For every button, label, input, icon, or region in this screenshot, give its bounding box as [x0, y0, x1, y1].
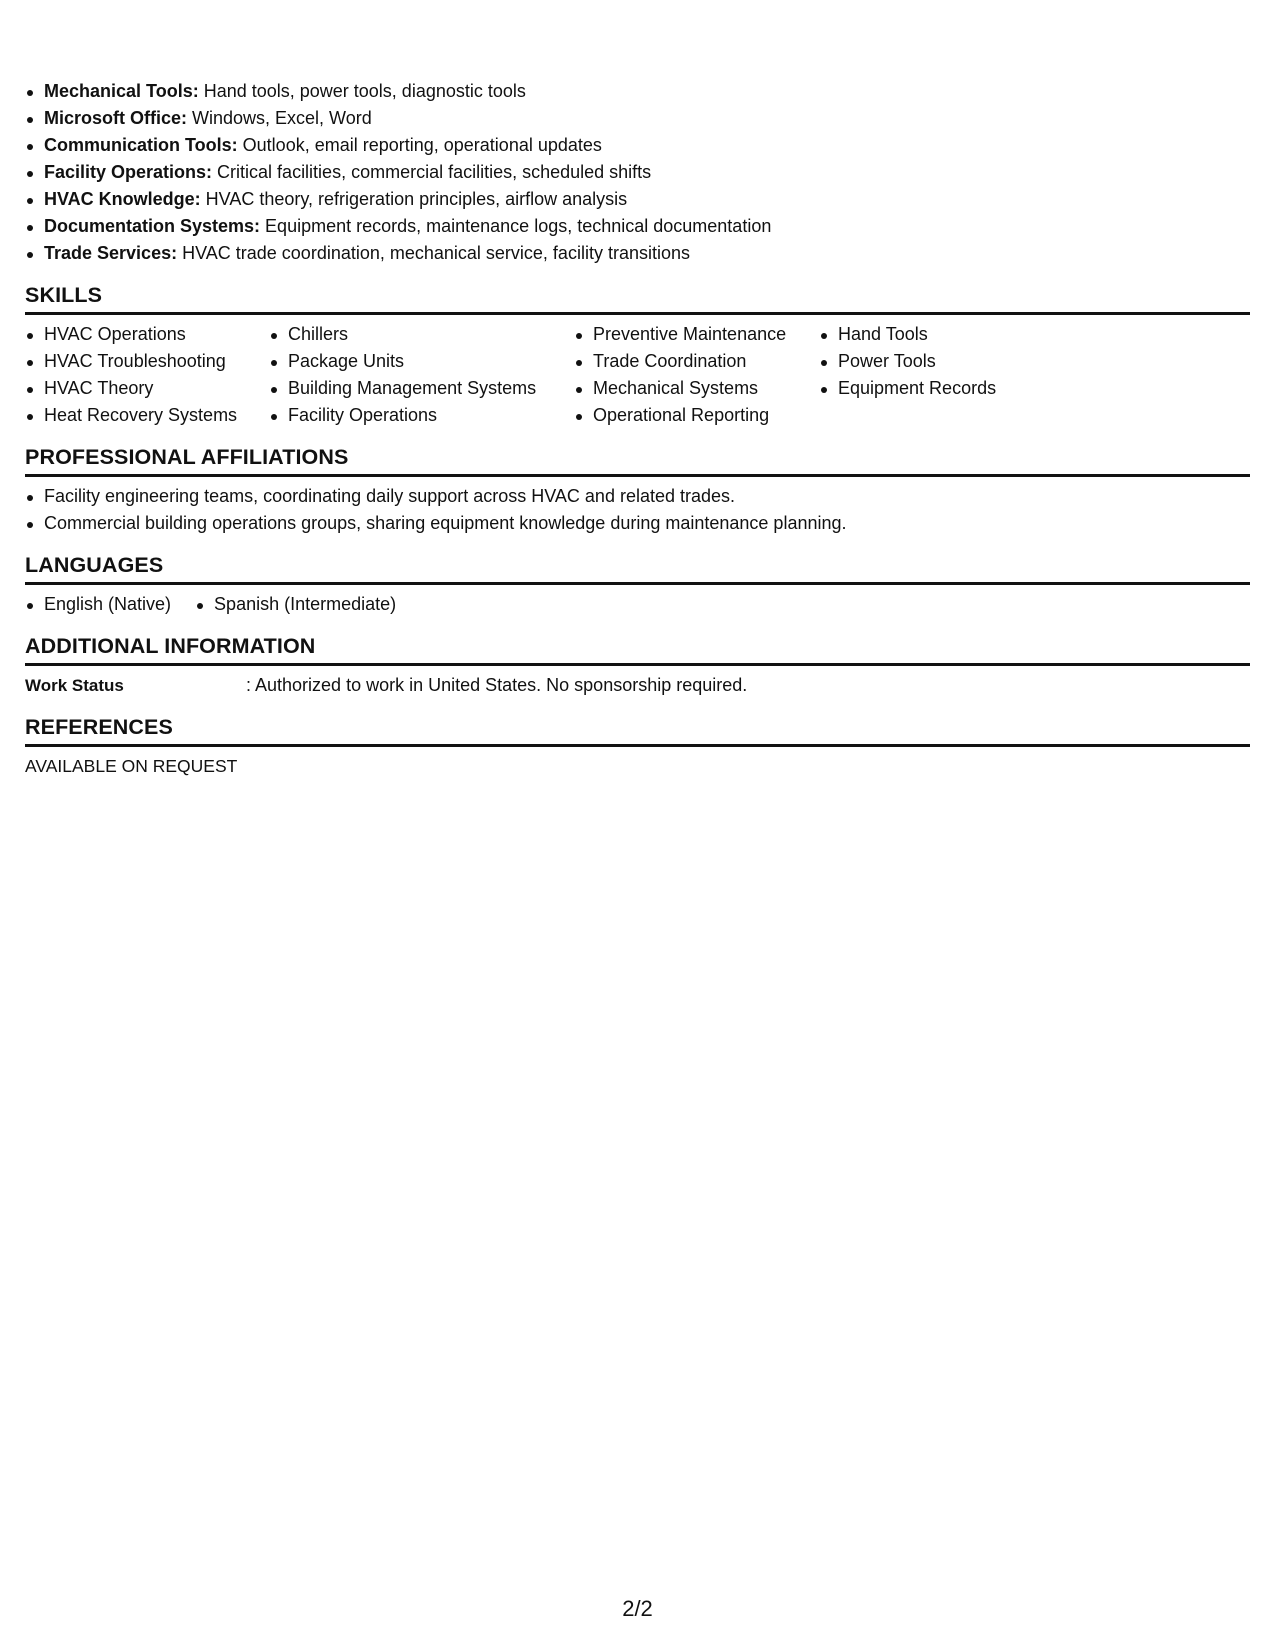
skills-grid: [25, 321, 1250, 429]
tools-item-trade-services: [25, 240, 1250, 267]
tools-item-text: Outlook, email reporting, operational updates: [237, 135, 602, 155]
skill-item: Equipment Records: [819, 375, 1039, 402]
skill-item: Package Units: [269, 348, 574, 375]
languages-section: [25, 551, 1250, 618]
skill-item: Chillers: [269, 321, 574, 348]
tools-item-mechanical: [25, 78, 1250, 105]
tools-item-facility-operations: [25, 159, 1250, 186]
skill-item: Hand Tools: [819, 321, 1039, 348]
tools-item-label: Documentation Systems:: [44, 216, 261, 236]
tools-item-documentation: [25, 213, 1250, 240]
skill-item: HVAC Theory: [25, 375, 269, 402]
tools-item-microsoft-office: [25, 105, 1250, 132]
tools-item-communication: [25, 132, 1250, 159]
affiliations-heading: PROFESSIONAL AFFILIATIONS: [25, 443, 1250, 477]
work-status-label: Work Status: [25, 676, 124, 695]
tools-item-label: Mechanical Tools:: [44, 81, 199, 101]
language-item: English (Native): [25, 591, 171, 618]
tools-item-text: HVAC trade coordination, mechanical service, facility transitions: [177, 243, 690, 263]
skill-item: Preventive Maintenance: [574, 321, 819, 348]
skills-section: [25, 281, 1250, 429]
resume-page: [25, 78, 1250, 780]
tools-item-text: Critical facilities, commercial facilities, scheduled shifts: [212, 162, 652, 182]
tools-item-label: Facility Operations:: [44, 162, 213, 182]
skill-item: Power Tools: [819, 348, 1039, 375]
tools-item-label: Microsoft Office:: [44, 108, 188, 128]
skills-column-2: [269, 321, 574, 429]
affiliations-list: [25, 483, 1250, 537]
affiliations-section: [25, 443, 1250, 537]
skills-heading: SKILLS: [25, 281, 1250, 315]
affiliation-item: Facility engineering teams, coordinating daily support across HVAC and related trades.: [25, 483, 1250, 510]
work-status-value: : Authorized to work in United States. No sponsorship required.: [246, 675, 748, 695]
references-heading: REFERENCES: [25, 713, 1250, 747]
tools-list: [25, 78, 1250, 267]
skill-item: HVAC Troubleshooting: [25, 348, 269, 375]
skills-column-3: [574, 321, 819, 429]
skill-item: Trade Coordination: [574, 348, 819, 375]
skill-item: Mechanical Systems: [574, 375, 819, 402]
tools-item-label: HVAC Knowledge:: [44, 189, 201, 209]
skill-item: Heat Recovery Systems: [25, 402, 269, 429]
tools-item-text: HVAC theory, refrigeration principles, airflow analysis: [200, 189, 628, 209]
references-section: [25, 713, 1250, 780]
additional-info-section: [25, 632, 1250, 699]
references-text: AVAILABLE ON REQUEST: [25, 756, 238, 776]
language-item: Spanish (Intermediate): [195, 591, 396, 618]
languages-list: [25, 591, 1250, 618]
skills-column-1: [25, 321, 269, 429]
tools-item-text: Hand tools, power tools, diagnostic tools: [198, 81, 526, 101]
affiliation-item: Commercial building operations groups, sharing equipment knowledge during maintenance planning.: [25, 510, 1250, 537]
additional-info-heading: ADDITIONAL INFORMATION: [25, 632, 1250, 666]
skill-item: Operational Reporting: [574, 402, 819, 429]
tools-item-label: Communication Tools:: [44, 135, 238, 155]
tools-item-hvac-knowledge: [25, 186, 1250, 213]
page-number: 2/2: [622, 1596, 653, 1621]
tools-item-text: Windows, Excel, Word: [187, 108, 372, 128]
skill-item: Building Management Systems: [269, 375, 574, 402]
tools-item-label: Trade Services:: [44, 243, 178, 263]
skills-column-4: [819, 321, 1039, 429]
work-status-row: [25, 672, 1250, 699]
skill-item: Facility Operations: [269, 402, 574, 429]
languages-heading: LANGUAGES: [25, 551, 1250, 585]
tools-item-text: Equipment records, maintenance logs, technical documentation: [260, 216, 772, 236]
skill-item: HVAC Operations: [25, 321, 269, 348]
